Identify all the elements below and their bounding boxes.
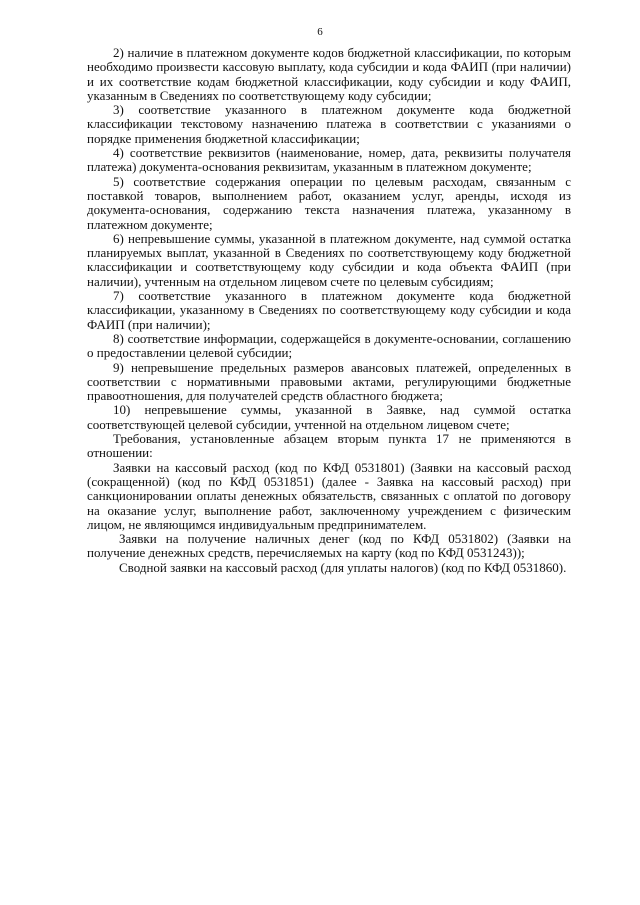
- paragraph-item-4: 4) соответствие реквизитов (наименование, номер, дата, реквизиты получателя платежа) документа-основания реквизитам, указанным в платежном документе;: [87, 145, 571, 175]
- paragraph-item-5: 5) соответствие содержания операции по целевым расходам, связанным с поставкой товаров, выполнением работ, оказанием услуг, аренды, исходя из документа-основания, содержанию текста назначения платежа, указанному в платежном документе;: [87, 173, 571, 232]
- paragraph-item-6: 6) непревышение суммы, указанной в платежном документе, над суммой остатка планируемых выплат, указанной в Сведениях по соответствующему коду бюджетной классификации и соответствующему коду субсидии и кода объекта ФАИП (при наличии), учтенным на отдельном лицевом счете по целевым субсидиям;: [87, 230, 571, 289]
- paragraph-exception-cash-withdrawal: Заявки на получение наличных денег (код по КФД 0531802) (Заявки на получение денежных средств, перечисляемых на карту (код по КФД 0531243));: [87, 531, 571, 561]
- paragraph-item-3: 3) соответствие указанного в платежном документе кода бюджетной классификации текстовому назначению платежа в соответствии с указаниями о порядке применения бюджетной классификации;: [87, 102, 571, 146]
- paragraph-item-7: 7) соответствие указанного в платежном документе кода бюджетной классификации, указанному в Сведениях по соответствующему коду субсидии и кода ФАИП (при наличии);: [87, 288, 571, 332]
- paragraph-item-9: 9) непревышение предельных размеров авансовых платежей, определенных в соответствии с нормативными правовыми актами, регулирующими бюджетные правоотношения, для получателей средств областного бюджета;: [87, 359, 571, 404]
- paragraph-exception-tax-payment: Сводной заявки на кассовый расход (для уплаты налогов) (код по КФД 0531860).: [119, 559, 567, 575]
- document-body: [87, 46, 571, 575]
- paragraph-item-10: 10) непревышение суммы, указанной в Заявке, над суммой остатка соответствующей целевой субсидии, учтенной на отдельном лицевом счете;: [87, 402, 571, 432]
- paragraph-exceptions-intro: Требования, установленные абзацем вторым пункта 17 не применяются в отношении:: [87, 431, 571, 461]
- paragraph-item-8: 8) соответствие информации, содержащейся в документе-основании, соглашению о предоставлении целевой субсидии;: [87, 330, 571, 361]
- paragraph-exception-cash-expense: Заявки на кассовый расход (код по КФД 0531801) (Заявки на кассовый расход (сокращенной) (код по КФД 0531851) (далее - Заявка на кассовый расход) при санкционировании оплаты денежных обязательств, связанных с оплатой по договору на оказание услуг, выполнение работ, заключенному учреждением с физическим лицом, не являющимся индивидуальным предпринимателем.: [87, 459, 571, 532]
- page-number: 6: [317, 26, 323, 38]
- paragraph-item-2: 2) наличие в платежном документе кодов бюджетной классификации, по которым необходимо произвести кассовую выплату, кода субсидии и кода ФАИП (при наличии) и их соответствие кодам бюджетной классификации, коду субсидии и коду ФАИП, указанным в Сведениях по соответствующему коду субсидии;: [87, 45, 571, 103]
